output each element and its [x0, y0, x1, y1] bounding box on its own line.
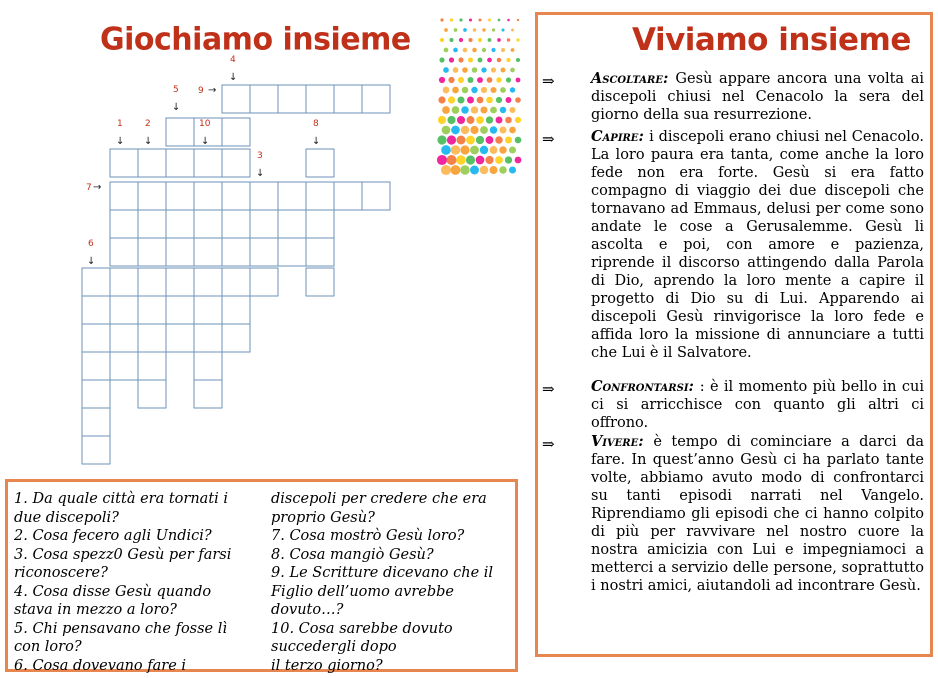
implies-arrow-icon: ⇒	[542, 380, 555, 398]
down-arrow-icon: ↓	[229, 72, 238, 83]
grid-cell[interactable]	[222, 210, 250, 238]
grid-cell[interactable]	[166, 296, 194, 324]
implies-arrow-icon: ⇒	[542, 130, 555, 148]
grid-cell[interactable]	[110, 324, 138, 352]
implies-arrow-icon: ⇒	[542, 72, 555, 90]
grid-cell[interactable]	[82, 324, 110, 352]
grid-cell[interactable]	[306, 182, 334, 210]
decorative-dots-image	[436, 14, 522, 178]
grid-number-2: 2	[145, 119, 151, 129]
clue-line: 1. Da quale città era tornati i	[14, 491, 229, 507]
grid-cell[interactable]	[138, 324, 166, 352]
grid-cell[interactable]	[82, 436, 110, 464]
grid-cell[interactable]	[222, 296, 250, 324]
right-arrow-icon: →	[93, 182, 102, 193]
grid-cell[interactable]	[250, 238, 278, 266]
grid-cell[interactable]	[194, 210, 222, 238]
clue-line: il terzo giorno?	[271, 657, 383, 674]
section-title: Confrontarsi	[591, 378, 689, 395]
clue-line: proprio Gesù?	[271, 509, 375, 526]
grid-cell[interactable]	[306, 210, 334, 238]
grid-cell[interactable]	[222, 182, 250, 210]
grid-cell[interactable]	[138, 238, 166, 266]
clue-line: 9. Le Scritture dicevano che il	[271, 565, 494, 581]
grid-cell[interactable]	[334, 85, 362, 113]
section-body: è tempo di cominciare a darci da fare. In quest’anno Gesù ci ha parlato tante volte, abbiamo avuto modo di confrontarci su tanti episodi narrati nel Vangelo. Riprendiamo gli episodi che ci hanno colpito di più per ravvivare nel nostro cuore la nostra amicizia con Lui e impegniamoci a metterci a servizio delle persone, soprattutto i nostri amici, aiutandoli ad incontrare Gesù.	[591, 434, 924, 594]
grid-cell[interactable]	[278, 182, 306, 210]
clue-line: 3. Cosa spezz0 Gesù per farsi	[14, 546, 232, 563]
down-arrow-icon: ↓	[312, 136, 321, 147]
grid-cell[interactable]	[82, 352, 110, 380]
down-arrow-icon: ↓	[116, 136, 125, 147]
grid-cell[interactable]	[194, 182, 222, 210]
down-arrow-icon: ↓	[256, 168, 265, 179]
grid-cell[interactable]	[110, 352, 138, 380]
grid-number-1: 1	[117, 119, 123, 129]
clues-box	[5, 479, 518, 672]
grid-cell[interactable]	[166, 324, 194, 352]
grid-cell[interactable]	[82, 296, 110, 324]
grid-cell[interactable]	[166, 118, 194, 146]
grid-number-7: 7	[86, 183, 92, 193]
implies-arrow-icon: ⇒	[542, 435, 555, 453]
clue-line: dovuto…?	[271, 602, 344, 618]
clue-line: 10. Cosa sarebbe dovuto	[271, 620, 453, 637]
grid-cell[interactable]	[306, 85, 334, 113]
section-body: i discepoli erano chiusi nel Cenacolo. La loro paura era tanta, come anche la loro fede non era forte. Gesù si era fatto compagno di viaggio dei due discepoli che tornavano ad Emmaus, delusi per come sono andate le cose a Gerusalemme. Gesù li ascolta e poi, con amore e pazienza, riprende il discorso attingendo dalla Parola di Dio, aprendo la loro mente a capire il progetto di Dio su di Lui. Apparendo ai discepoli Gesù rinvigorisce la loro fede e affida loro la missione di annunciare a tutti che Lui è il Salvatore.	[591, 129, 924, 361]
grid-number-5: 5	[173, 85, 179, 95]
right-arrow-icon: →	[208, 85, 217, 96]
grid-cell[interactable]	[138, 296, 166, 324]
grid-cell[interactable]	[222, 268, 250, 296]
grid-cell[interactable]	[138, 380, 166, 408]
grid-cell[interactable]	[222, 324, 250, 352]
grid-cell[interactable]	[194, 324, 222, 352]
grid-cell[interactable]	[250, 182, 278, 210]
section-vivere: Vivere: è tempo di cominciare a darci da fare. In quest’anno Gesù ci ha parlato tante volte, abbiamo avuto modo di confrontarci su tanti episodi narrati nel Vangelo. Riprendiamo gli episodi che ci hanno colpito di più per ravvivare nel nostro cuore la nostra amicizia con Lui e impegniamoci a metterci a servizio delle persone, soprattutto i nostri amici, aiutandoli ad incontrare Gesù.	[591, 433, 924, 594]
section-body: : è il momento più bello in cui ci si arricchisce con quanto gli altri ci offrono.	[591, 379, 924, 431]
grid-cell[interactable]	[194, 380, 222, 408]
grid-cell[interactable]	[306, 268, 334, 296]
clues-column-1	[14, 490, 231, 675]
down-arrow-icon: ↓	[172, 102, 181, 113]
grid-cell[interactable]	[278, 210, 306, 238]
grid-cell[interactable]	[138, 149, 166, 177]
grid-number-9: 9	[198, 86, 204, 96]
section-confrontarsi: Confrontarsi: : è il momento più bello in cui ci si arricchisce con quanto gli altri ci offrono.	[591, 378, 924, 431]
grid-cell[interactable]	[194, 238, 222, 266]
grid-cell[interactable]	[110, 210, 138, 238]
grid-number-3: 3	[257, 151, 263, 161]
grid-cell[interactable]	[222, 85, 250, 113]
grid-cell[interactable]	[362, 182, 390, 210]
grid-cell[interactable]	[138, 268, 166, 296]
clue-line: discepoli per credere che era	[271, 491, 487, 507]
grid-cell[interactable]	[194, 268, 222, 296]
grid-cell[interactable]	[222, 149, 250, 177]
grid-cell[interactable]	[278, 238, 306, 266]
grid-cell[interactable]	[110, 296, 138, 324]
grid-cell[interactable]	[166, 210, 194, 238]
down-arrow-icon: ↓	[87, 256, 96, 267]
grid-cell[interactable]	[250, 85, 278, 113]
grid-cell[interactable]	[110, 268, 138, 296]
grid-number-8: 8	[313, 119, 319, 129]
grid-cell[interactable]	[166, 268, 194, 296]
grid-cell[interactable]	[110, 149, 138, 177]
right-title: Viviamo insieme	[632, 22, 911, 58]
section-title: Ascoltare	[591, 70, 663, 87]
clue-line: Figlio dell’uomo avrebbe	[271, 583, 454, 600]
grid-cell[interactable]	[82, 380, 110, 408]
grid-number-4: 4	[230, 55, 236, 65]
clue-line: stava in mezzo a loro?	[14, 602, 177, 618]
clue-line: riconoscere?	[14, 565, 108, 581]
grid-number-6: 6	[88, 239, 94, 249]
grid-cell[interactable]	[222, 118, 250, 146]
clue-line: con loro?	[14, 639, 82, 655]
grid-cell[interactable]	[110, 238, 138, 266]
grid-cell[interactable]	[138, 210, 166, 238]
section-body: Gesù appare ancora una volta ai discepoli chiusi nel Cenacolo la sera del giorno della sua resurrezione.	[591, 71, 925, 123]
grid-cell[interactable]	[222, 238, 250, 266]
grid-cell[interactable]	[278, 85, 306, 113]
left-title: Giochiamo insieme	[100, 21, 411, 58]
grid-cell[interactable]	[110, 182, 138, 210]
section-title: Capire	[591, 128, 639, 145]
section-capire: Capire: i discepoli erano chiusi nel Cenacolo. La loro paura era tanta, come anche la loro fede non era forte. Gesù si era fatto compagno di viaggio dei due discepoli che tornavano ad Emmaus, delusi per come sono andate le cose a Gerusalemme. Gesù li ascolta e poi, con amore e pazienza, riprende il discorso attingendo dalla Parola di Dio, aprendo la loro mente a capire il progetto di Dio su di Lui. Apparendo ai discepoli Gesù rinvigorisce la loro fede e affida loro la missione di annunciare a tutti che Lui è il Salvatore.	[591, 128, 924, 361]
grid-cell[interactable]	[334, 182, 362, 210]
clue-line: 2. Cosa fecero agli Undici?	[14, 528, 212, 544]
down-arrow-icon: ↓	[144, 136, 153, 147]
grid-number-10: 10	[199, 119, 211, 129]
grid-cell[interactable]	[194, 149, 222, 177]
section-title: Vivere	[591, 433, 639, 450]
grid-cell[interactable]	[194, 352, 222, 380]
clue-line: 8. Cosa mangiò Gesù?	[271, 546, 434, 563]
clue-line: succedergli dopo	[271, 639, 397, 655]
grid-cell[interactable]	[138, 352, 166, 380]
clue-line: 7. Cosa mostrò Gesù loro?	[271, 528, 465, 544]
clue-line: 6. Cosa dovevano fare i	[14, 657, 187, 674]
grid-cell[interactable]	[166, 238, 194, 266]
grid-cell[interactable]	[166, 149, 194, 177]
grid-cell[interactable]	[194, 296, 222, 324]
grid-cell[interactable]	[250, 210, 278, 238]
grid-cell[interactable]	[82, 408, 110, 436]
grid-cell[interactable]	[306, 238, 334, 266]
clue-line: 4. Cosa disse Gesù quando	[14, 583, 212, 600]
grid-cell[interactable]	[306, 149, 334, 177]
grid-cell[interactable]	[138, 182, 166, 210]
section-ascoltare: Ascoltare: Gesù appare ancora una volta ai discepoli chiusi nel Cenacolo la sera del giorno della sua resurrezione.	[591, 70, 925, 123]
grid-cell[interactable]	[166, 182, 194, 210]
grid-cell[interactable]	[82, 268, 110, 296]
grid-cell[interactable]	[250, 268, 278, 296]
clue-line: due discepoli?	[14, 509, 119, 526]
clues-column-2	[271, 490, 493, 675]
clue-line: 5. Chi pensavano che fosse lì	[14, 620, 228, 637]
down-arrow-icon: ↓	[201, 136, 210, 147]
grid-cell[interactable]	[362, 85, 390, 113]
